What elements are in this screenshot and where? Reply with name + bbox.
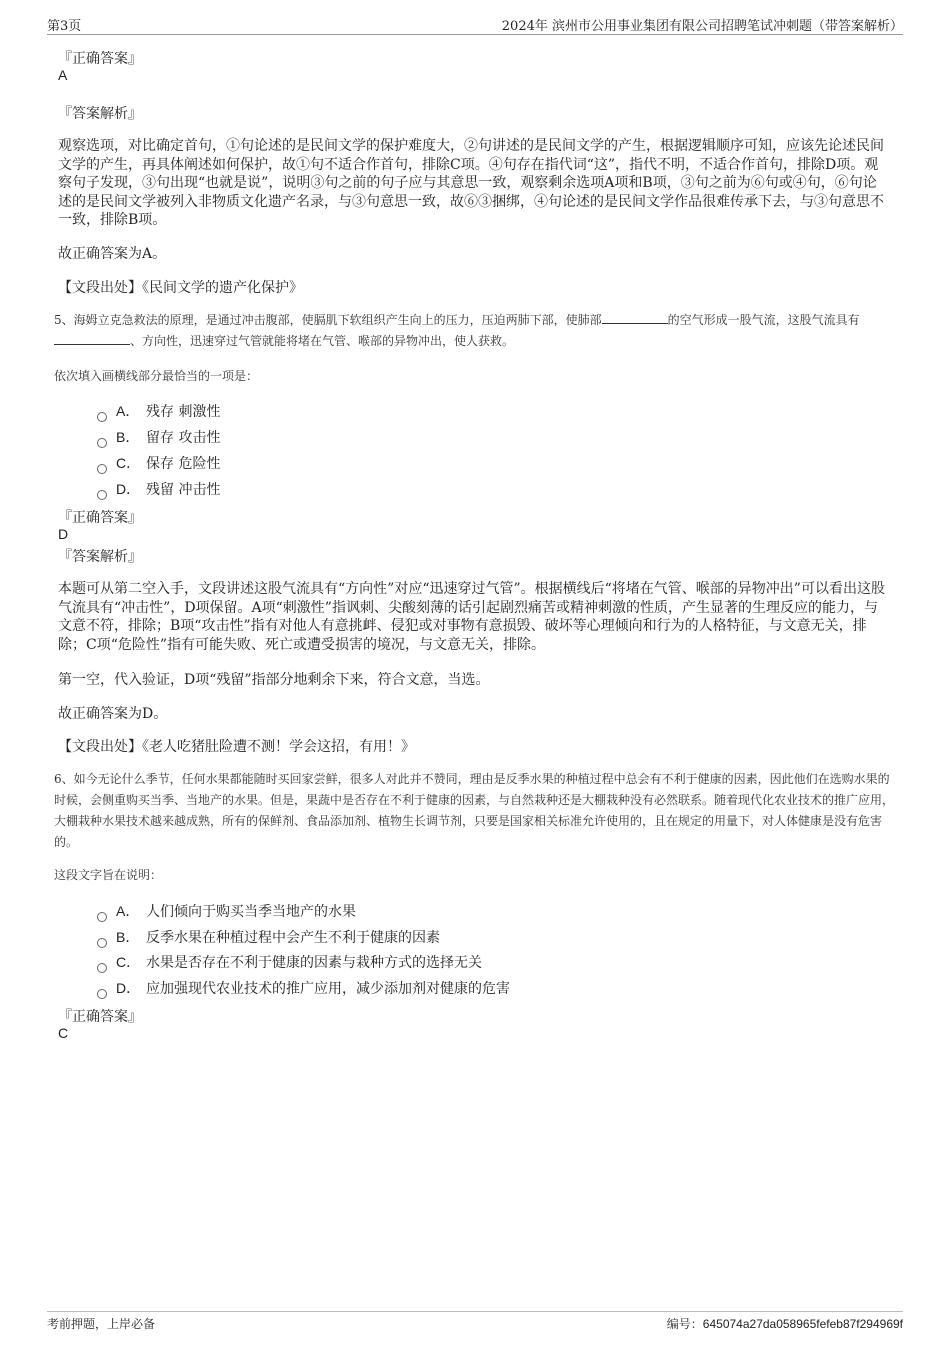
analysis-text-2: 第一空，代入验证，D项“残留”指部分地剩余下来，符合文意，当选。 xyxy=(58,672,490,688)
question-5-stem xyxy=(54,310,896,352)
radio-icon[interactable] xyxy=(97,490,107,500)
correct-answer: D xyxy=(58,526,69,542)
option-c[interactable]: C． 保存 危险性 xyxy=(97,453,220,473)
analysis-text: 观察选项，对比确定首句，①句论述的是民间文学的保护难度大，②句讲述的是民间文学的产生，根据逻辑顺序可知，应该先论述民间文学的产生，再具体阐述如何保护，故①句不适合作首句，排除C项。④句存在指代词“这”，指代不明，不适合作首句，排除D项。观察句子发现，③句出现“也就是说”，说明③句之前的句子应与其意思一致，观察剩余选项A项和B项，③句之前为⑥句或④句，⑥句论述的是民间文学被列入非物质文化遗产名录，与③句意思一致，故⑥③捆绑，④句论述的是民间文学作品很难传承下去，与③句意思不一致，排除B项。 xyxy=(58,138,884,228)
option-a[interactable]: A． 人们倾向于购买当季当地产的水果 xyxy=(97,901,356,921)
option-b[interactable]: B． 反季水果在种植过程中会产生不利于健康的因素 xyxy=(97,927,440,947)
radio-icon[interactable] xyxy=(97,438,107,448)
page-footer xyxy=(47,1311,903,1334)
page-header xyxy=(47,14,903,35)
footer-slogan: 考前押题，上岸必备 xyxy=(47,1317,156,1331)
stem-part-3: 、方向性，迅速穿过气管就能将堵在气管、喉部的异物冲出，使人获救。 xyxy=(130,334,515,348)
analysis-text: 本题可从第二空入手，文段讲述这股气流具有“方向性”对应“迅速穿过气管”。根据横线后“将堵在气管、喉部的异物冲出”可以看出这股气流具有“冲击性”，D项保留。A项“刺激性”指讽刺、尖酸刻薄的话引起剧烈痛苦或精神刺激的性质，产生显著的生理反应的能力，与文意不符，排除；B项“攻击性”指有对他人有意挑衅、侵犯或对事物有意损毁、破坏等心理倾向和行为的人格特征，与文意无关，排除；C项“危险性”指有可能失败、死亡或遭受损害的境况，与文意无关，排除。 xyxy=(58,581,885,653)
question-6-stem: 6、如今无论什么季节，任何水果都能随时买回家尝鲜，很多人对此并不赞同，理由是反季水果的种植过程中总会有不利于健康的因素，因此他们在选购水果的时候，会侧重购买当季、当地产的水果。但是，果蔬中是否存在不利于健康的因素，与自然栽种还是大棚栽种没有必然联系。随着现代化农业技术的推广应用，大棚栽种水果技术越来越成熟，所有的保鲜剂、食品添加剂、植物生长调节剂，只要是国家相关标准允许使用的，且在规定的用量下，对人体健康是没有危害的。 xyxy=(54,772,895,849)
analysis-label: 『答案解析』 xyxy=(58,106,142,122)
radio-icon[interactable] xyxy=(97,464,107,474)
conclusion-text: 故正确答案为A。 xyxy=(58,246,167,262)
conclusion-text: 故正确答案为D。 xyxy=(58,706,168,722)
radio-icon[interactable] xyxy=(97,963,107,973)
option-c[interactable]: C． 水果是否存在不利于健康的因素与栽种方式的选择无关 xyxy=(97,952,482,972)
answer-label: 『正确答案』 xyxy=(58,510,142,526)
correct-answer: A xyxy=(58,67,68,83)
source-text: 【文段出处】《民间文学的遗产化保护》 xyxy=(58,280,303,296)
answer-label: 『正确答案』 xyxy=(58,51,142,67)
correct-answer: C xyxy=(58,1025,69,1041)
fill-blank-2[interactable] xyxy=(54,332,130,345)
question-5-prompt: 依次填入画横线部分最恰当的一项是： xyxy=(54,369,259,383)
fill-blank-1[interactable] xyxy=(602,311,668,324)
radio-icon[interactable] xyxy=(97,989,107,999)
radio-icon[interactable] xyxy=(97,938,107,948)
document-title: 2024年 滨州市公用事业集团有限公司招聘笔试冲刺题（带答案解析） xyxy=(501,19,903,34)
stem-part-1: 5、海姆立克急救法的原理，是通过冲击腹部，使膈肌下软组织产生向上的压力，压迫两肺下部，使肺部 xyxy=(54,313,602,327)
page-number: 第3页 xyxy=(47,19,82,34)
radio-icon[interactable] xyxy=(97,912,107,922)
option-d[interactable]: D． 应加强现代农业技术的推广应用，减少添加剂对健康的危害 xyxy=(97,978,510,998)
source-text: 【文段出处】《老人吃猪肚险遭不测！学会这招，有用！》 xyxy=(58,739,415,755)
stem-part-2: 的空气形成一股气流，这股气流具有 xyxy=(667,313,860,327)
analysis-label: 『答案解析』 xyxy=(58,549,142,565)
question-6-prompt: 这段文字旨在说明： xyxy=(54,868,163,882)
radio-icon[interactable] xyxy=(97,412,107,422)
option-d[interactable]: D． 残留 冲击性 xyxy=(97,479,220,499)
answer-label: 『正确答案』 xyxy=(58,1009,142,1025)
option-b[interactable]: B． 留存 攻击性 xyxy=(97,427,220,447)
document-code: 编号：645074a27da058965fefeb87f294969f xyxy=(666,1317,903,1331)
option-a[interactable]: A． 残存 刺激性 xyxy=(97,401,220,421)
